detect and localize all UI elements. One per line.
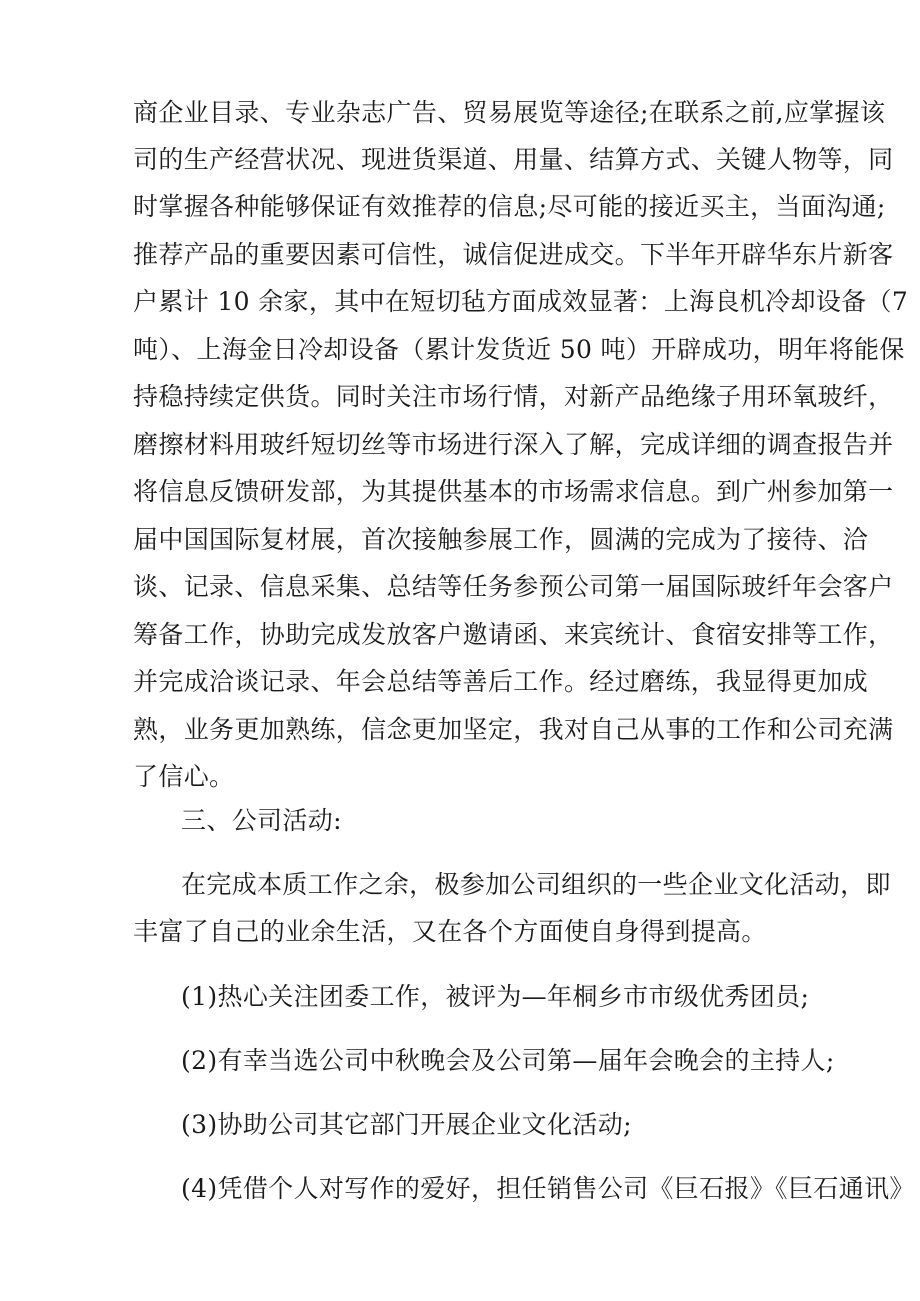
body-line: 谈、记录、信息采集、总结等任务参预公司第一届国际玻纤年会客户 [133, 572, 894, 601]
list-item: (4)凭借个人对写作的爱好，担任销售公司《巨石报》《巨石通讯》 [181, 1174, 915, 1203]
intro-line: 在完成本质工作之余，极参加公司组织的一些企业文化活动，即 [181, 870, 891, 899]
body-line: 筹备工作，协助完成发放客户邀请函、来宾统计、食宿安排等工作， [133, 620, 894, 649]
body-line: 了信心。 [133, 762, 235, 791]
list-item: (3)协助公司其它部门开展企业文化活动; [181, 1110, 632, 1139]
body-line: 持稳持续定供货。同时关注市场行情，对新产品绝缘子用环氧玻纤， [133, 382, 894, 411]
body-line: 并完成洽谈记录、年会总结等善后工作。经过磨练，我显得更加成 [133, 667, 869, 696]
body-line: 时掌握各种能够保证有效推荐的信息;尽可能的接近买主，当面沟通; [133, 192, 886, 221]
body-line: 磨擦材料用玻纤短切丝等市场进行深入了解，完成详细的调查报告并 [133, 430, 894, 459]
body-line: 户累计 10 余家，其中在短切毡方面成效显著：上海良机冷却设备（7 [133, 287, 909, 316]
body-line: 熟，业务更加熟练，信念更加坚定，我对自己从事的工作和公司充满 [133, 715, 894, 744]
body-line: 推荐产品的重要因素可信性，诚信促进成交。下半年开辟华东片新客 [133, 240, 894, 269]
list-item: (2)有幸当选公司中秋晚会及公司第—届年会晚会的主持人; [181, 1046, 835, 1075]
body-line: 吨）、上海金日冷却设备（累计发货近 50 吨）开辟成功，明年将能保 [133, 335, 905, 364]
body-line: 届中国国际复材展，首次接触参展工作，圆满的完成为了接待、洽 [133, 525, 869, 554]
body-line: 商企业目录、专业杂志广告、贸易展览等途径;在联系之前,应掌握该 [133, 98, 886, 127]
body-line: 将信息反馈研发部，为其提供基本的市场需求信息。到广州参加第一 [133, 477, 894, 506]
body-line: 司的生产经营状况、现进货渠道、用量、结算方式、关键人物等，同 [133, 145, 894, 174]
section-heading: 三、公司活动: [181, 806, 342, 835]
list-item: (1)热心关注团委工作，被评为—年桐乡市市级优秀团员; [181, 982, 810, 1011]
intro-line: 丰富了自己的业余生活，又在各个方面使自身得到提高。 [133, 917, 767, 946]
